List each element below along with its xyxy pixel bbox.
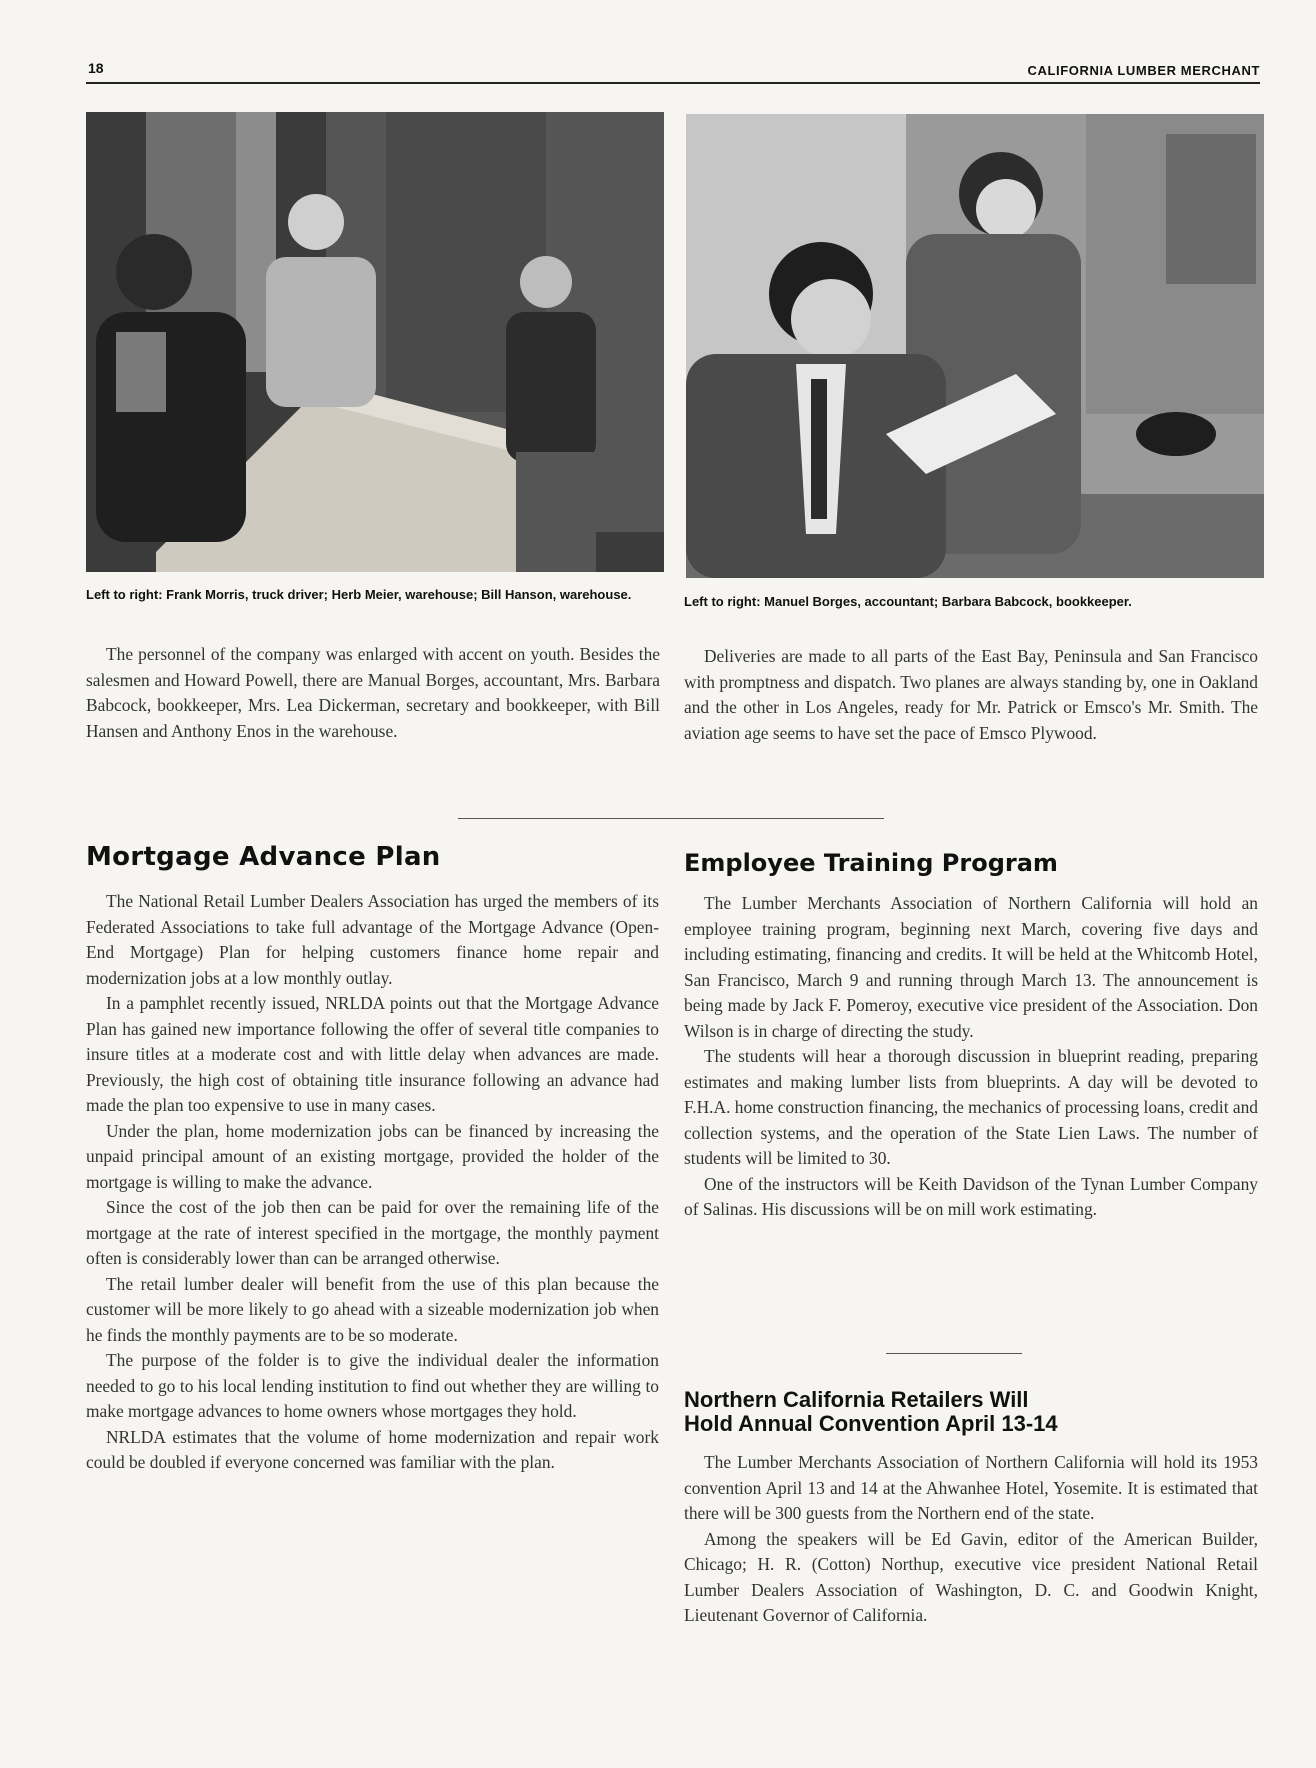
intro-paragraph-left: The personnel of the company was enlarged with accent on youth. Besides the salesmen and Howard Powell, there are Manual Borges, accountant, Mrs. Barbara Babcock, bookkeeper, Mrs. Lea Dickerman, secretary and bookkeeper, with Bill Hansen and Anthony Enos in the warehouse. — [86, 644, 660, 741]
training-article-body — [684, 891, 1258, 1223]
section-divider — [458, 818, 884, 819]
header-rule — [86, 82, 1260, 84]
office-staff-photo — [686, 114, 1264, 578]
photo-caption-left: Left to right: Frank Morris, truck driver; Herb Meier, warehouse; Bill Hanson, warehouse. — [86, 587, 632, 602]
section-divider — [886, 1353, 1022, 1354]
mortgage-article-body — [86, 889, 659, 1476]
photo-caption-right: Left to right: Manuel Borges, accountant; Barbara Babcock, bookkeeper. — [684, 594, 1132, 609]
page-number: 18 — [88, 60, 104, 76]
article-paragraph: One of the instructors will be Keith Davidson of the Tynan Lumber Company of Salinas. His discussions will be on mill work estimating. — [684, 1173, 1258, 1219]
article-paragraph: Among the speakers will be Ed Gavin, editor of the American Builder, Chicago; H. R. (Cotton) Northup, executive vice president National Retail Lumber Dealers Association of Washington, D. C. and Goodwin Knight, Lieutenant Governor of California. — [684, 1528, 1258, 1625]
article-paragraph: The retail lumber dealer will benefit from the use of this plan because the customer will be more likely to go ahead with a sizeable modernization job when he finds the monthly payments are to be so moderate. — [86, 1273, 659, 1345]
convention-article-body — [684, 1450, 1258, 1629]
warehouse-crew-photo — [86, 112, 664, 572]
mortgage-heading: Mortgage Advance Plan — [86, 842, 441, 872]
article-paragraph: The Lumber Merchants Association of Northern California will hold an employee training program, beginning next March, covering five days and including estimating, financing and credits. It will be held at the Whitcomb Hotel, San Francisco, March 9 and running through March 13. The announcement is being made by Jack F. Pomeroy, executive vice president of the Association. Don Wilson is in charge of directing the study. — [684, 893, 1258, 1041]
article-paragraph: The National Retail Lumber Dealers Association has urged the members of its Federated Associations to take full advantage of the Mortgage Advance (Open-End Mortgage) Plan for helping customers finance home repair and modernization jobs at a low monthly outlay. — [86, 891, 659, 988]
article-paragraph: NRLDA estimates that the volume of home modernization and repair work could be doubled if everyone concerned was familiar with the plan. — [86, 1426, 659, 1472]
convention-heading-line-1: Northern California Retailers Will — [684, 1387, 1029, 1412]
convention-heading-line-2: Hold Annual Convention April 13-14 — [684, 1411, 1058, 1436]
article-paragraph: Under the plan, home modernization jobs can be financed by increasing the unpaid principal amount of an existing mortgage, provided the holder of the mortgage is willing to make the advance. — [86, 1120, 659, 1192]
intro-right-text: Deliveries are made to all parts of the East Bay, Peninsula and San Francisco with promptness and dispatch. Two planes are always standing by, one in Oakland and the other in Los Angeles, ready for Mr. Patrick or Emsco's Mr. Smith. The aviation age seems to have set the pace of Emsco Plywood. — [684, 646, 1258, 743]
article-paragraph: The Lumber Merchants Association of Northern California will hold its 1953 convention April 13 and 14 at the Ahwanhee Hotel, Yosemite. It is estimated that there will be 300 guests from the Northern end of the state. — [684, 1452, 1258, 1523]
article-paragraph: In a pamphlet recently issued, NRLDA points out that the Mortgage Advance Plan has gained new importance following the offer of several title companies to insure titles at a moderate cost and with little delay when advances are made. Previously, the high cost of obtaining title insurance following an advance had made the plan too expensive to use in many cases. — [86, 993, 659, 1115]
training-heading: Employee Training Program — [684, 849, 1058, 877]
intro-paragraph-right — [684, 644, 1258, 746]
article-paragraph: The students will hear a thorough discussion in blueprint reading, preparing estimates and making lumber lists from blueprints. A day will be devoted to F.H.A. home construction financing, the mechanics of processing loans, credit and collection systems, and the operation of the State Lien Laws. The number of students will be limited to 30. — [684, 1046, 1258, 1168]
article-paragraph: The purpose of the folder is to give the individual dealer the information needed to go to his local lending institution to find out whether they are willing to make mortgage advances to home owners whose mortgages they hold. — [86, 1350, 659, 1421]
article-paragraph: Since the cost of the job then can be paid for over the remaining life of the mortgage at the rate of interest specified in the mortgage, the monthly payment often is considerably lower than can be arranged otherwise. — [86, 1197, 659, 1268]
running-head: CALIFORNIA LUMBER MERCHANT — [1027, 63, 1260, 78]
